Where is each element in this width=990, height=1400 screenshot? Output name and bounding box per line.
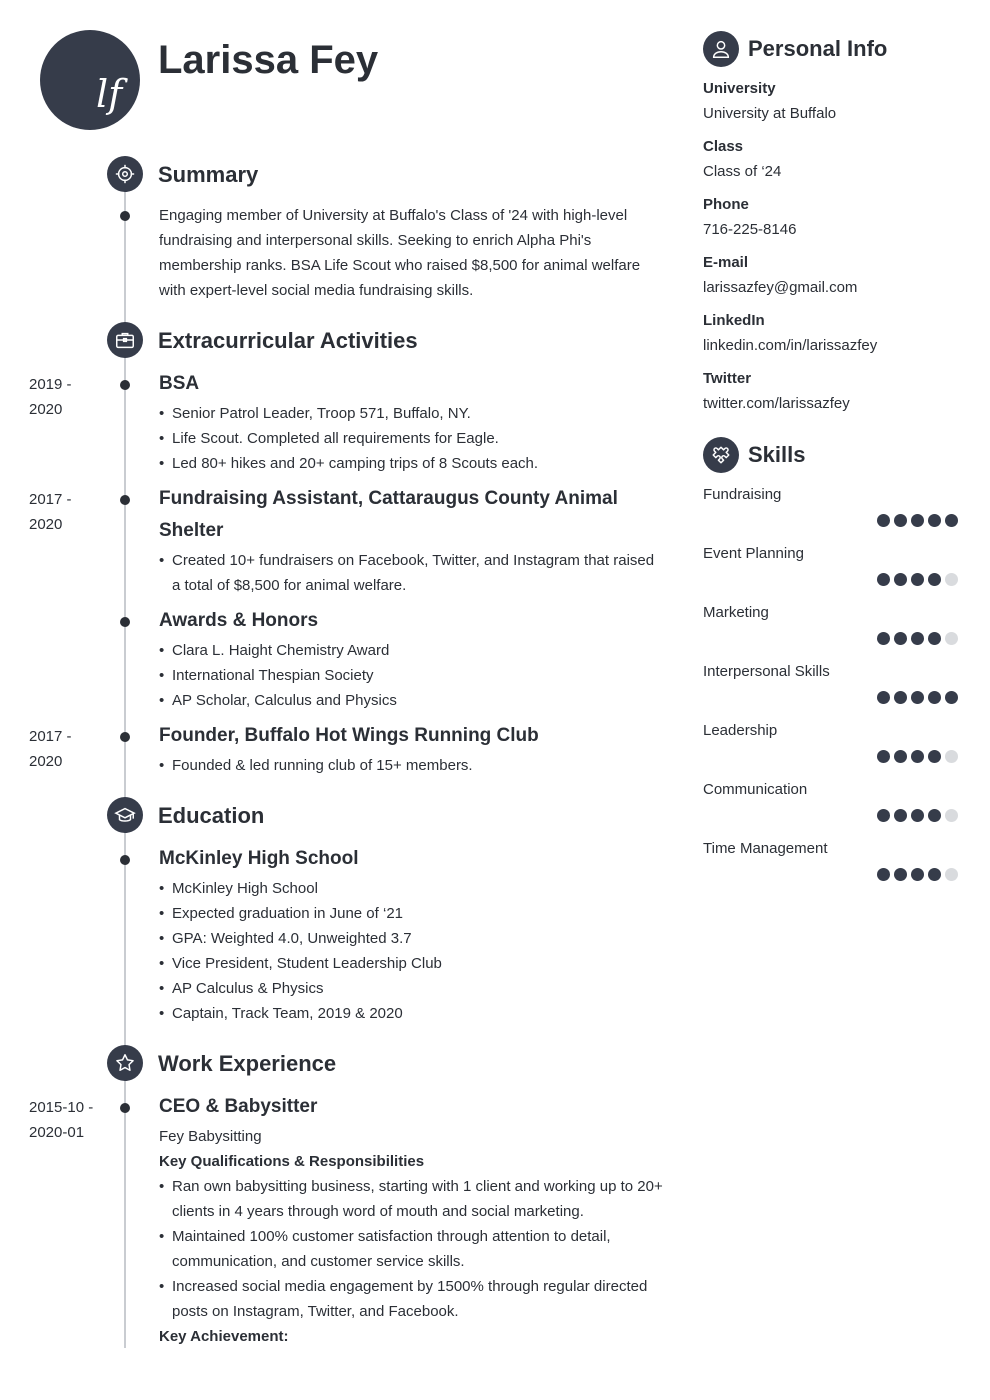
skill-rating xyxy=(877,573,958,586)
section-title-skills: Skills xyxy=(748,442,806,467)
skill-dot xyxy=(911,809,924,822)
graduation-cap-icon xyxy=(107,797,143,833)
skill-dot xyxy=(945,573,958,586)
info-label-university: University xyxy=(703,80,776,97)
summary-text: Engaging member of University at Buffalo's Class of '24 with high-level fundraising and interpersonal skills. Seeking to enrich Alpha Phi's membership ranks. BSA Life Scout who raised $8,500 for animal welfare with expert-level social media fundraising skills. xyxy=(159,207,641,299)
work-details xyxy=(159,1124,664,1349)
entry-title: Founder, Buffalo Hot Wings Running Club xyxy=(159,725,539,746)
list-item: • Founded & led running club of 15+ members. xyxy=(159,753,659,778)
date-end: 2020 xyxy=(29,753,63,770)
qualifications-heading: Key Qualifications & Responsibilities xyxy=(159,1153,425,1170)
info-label-class: Class xyxy=(703,138,744,155)
skill-dot xyxy=(945,868,958,881)
skill-rating xyxy=(877,809,958,822)
monogram-initials: lf xyxy=(96,72,123,116)
info-label-twitter: Twitter xyxy=(703,370,752,387)
skill-dot xyxy=(877,809,890,822)
list-item: • Created 10+ fundraisers on Facebook, Twitter, and Instagram that raised a total of $8,500 for animal welfare. xyxy=(159,548,659,598)
entry-bullets xyxy=(159,401,659,476)
date-start: 2019 - xyxy=(29,376,72,393)
skill-dot xyxy=(894,868,907,881)
skill-name: Communication xyxy=(703,781,808,798)
list-item: • Clara L. Haight Chemistry Award xyxy=(159,638,659,663)
skill-dot xyxy=(928,514,941,527)
list-item: • Captain, Track Team, 2019 & 2020 xyxy=(159,1001,659,1026)
skill-name: Leadership xyxy=(703,722,778,739)
info-value-linkedin: linkedin.com/in/larissazfey xyxy=(703,337,878,354)
skill-dot xyxy=(894,750,907,763)
company-name: Fey Babysitting xyxy=(159,1128,262,1145)
info-label-linkedin: LinkedIn xyxy=(703,312,765,329)
entry-bullets xyxy=(159,876,659,1026)
info-value-class: Class of ‘24 xyxy=(703,163,782,180)
avatar-monogram xyxy=(40,30,140,130)
skill-name: Event Planning xyxy=(703,545,804,562)
skill-dot xyxy=(911,691,924,704)
list-item: • Senior Patrol Leader, Troop 571, Buffalo, NY. xyxy=(159,401,659,426)
list-item: • AP Calculus & Physics xyxy=(159,976,659,1001)
skill-dot xyxy=(911,514,924,527)
skill-dot xyxy=(945,514,958,527)
skill-dot xyxy=(894,809,907,822)
section-title-personal-info: Personal Info xyxy=(748,36,888,61)
skill-dot xyxy=(877,750,890,763)
timeline-dot xyxy=(120,1103,130,1113)
entry-title: Awards & Honors xyxy=(159,610,319,631)
timeline-dot xyxy=(120,211,130,221)
skill-dot xyxy=(911,868,924,881)
skill-dot xyxy=(945,809,958,822)
list-item: • AP Scholar, Calculus and Physics xyxy=(159,688,659,713)
skill-dot xyxy=(911,632,924,645)
info-value-twitter: twitter.com/larissazfey xyxy=(703,395,850,412)
skill-dot xyxy=(894,691,907,704)
entry-bullets xyxy=(159,548,659,598)
skill-dot xyxy=(928,809,941,822)
list-item: • Led 80+ hikes and 20+ camping trips of 8 Scouts each. xyxy=(159,451,659,476)
skill-dot xyxy=(894,632,907,645)
section-title-summary: Summary xyxy=(158,162,259,187)
skill-dot xyxy=(928,750,941,763)
candidate-name: Larissa Fey xyxy=(158,38,379,82)
timeline-dot xyxy=(120,617,130,627)
skill-rating xyxy=(877,514,958,527)
skill-dot xyxy=(928,632,941,645)
list-item: • GPA: Weighted 4.0, Unweighted 3.7 xyxy=(159,926,659,951)
user-icon xyxy=(703,31,739,67)
section-title-work: Work Experience xyxy=(158,1051,337,1076)
skill-rating xyxy=(877,632,958,645)
section-title-education: Education xyxy=(158,803,265,828)
skill-dot xyxy=(877,632,890,645)
entry-date xyxy=(29,724,109,774)
date-start: 2015-10 - xyxy=(29,1099,94,1116)
entry-bullets xyxy=(159,638,659,713)
skill-name: Interpersonal Skills xyxy=(703,663,830,680)
skill-name: Fundraising xyxy=(703,486,782,503)
skill-rating xyxy=(877,691,958,704)
list-item: • Ran own babysitting business, starting with 1 client and working up to 20+ clients in 4 years through word of mouth and social marketing. xyxy=(159,1174,664,1224)
skill-dot xyxy=(945,750,958,763)
skill-dot xyxy=(911,750,924,763)
entry-title: CEO & Babysitter xyxy=(159,1096,318,1117)
entry-title: Fundraising Assistant, Cattaraugus County Animal Shelter xyxy=(159,488,618,541)
list-item: • Expected graduation in June of ‘21 xyxy=(159,901,659,926)
skill-dot xyxy=(877,691,890,704)
skill-dot xyxy=(911,573,924,586)
date-end: 2020-01 xyxy=(29,1124,85,1141)
date-end: 2020 xyxy=(29,516,63,533)
skill-rating xyxy=(877,868,958,881)
date-start: 2017 - xyxy=(29,728,72,745)
list-item: • Life Scout. Completed all requirements for Eagle. xyxy=(159,426,659,451)
skill-dot xyxy=(928,868,941,881)
timeline-dot xyxy=(120,380,130,390)
info-value-university: University at Buffalo xyxy=(703,105,837,122)
timeline-dot xyxy=(120,732,130,742)
list-item: • Maintained 100% customer satisfaction through attention to detail, communication, and customer service skills. xyxy=(159,1224,664,1274)
skill-dot xyxy=(894,573,907,586)
skill-name: Marketing xyxy=(703,604,769,621)
entry-bullets xyxy=(159,753,659,778)
list-item: • Vice President, Student Leadership Club xyxy=(159,951,659,976)
skill-rating xyxy=(877,750,958,763)
skill-name: Time Management xyxy=(703,840,828,857)
skill-dot xyxy=(945,632,958,645)
list-item: • McKinley High School xyxy=(159,876,659,901)
entry-date xyxy=(29,372,109,422)
skill-dot xyxy=(877,868,890,881)
puzzle-icon xyxy=(703,437,739,473)
skill-dot xyxy=(928,691,941,704)
target-icon xyxy=(107,156,143,192)
date-end: 2020 xyxy=(29,401,63,418)
briefcase-icon xyxy=(107,322,143,358)
skill-dot xyxy=(945,691,958,704)
skill-dot xyxy=(928,573,941,586)
info-label-phone: Phone xyxy=(703,196,749,213)
skill-dot xyxy=(877,573,890,586)
skill-dot xyxy=(877,514,890,527)
list-item: • Increased social media engagement by 1500% through regular directed posts on Instagram, Twitter, and Facebook. xyxy=(159,1274,664,1324)
section-title-extracurricular: Extracurricular Activities xyxy=(158,328,418,353)
timeline-dot xyxy=(120,495,130,505)
info-label-email: E-mail xyxy=(703,254,749,271)
achievement-heading: Key Achievement: xyxy=(159,1328,289,1345)
timeline-dot xyxy=(120,855,130,865)
entry-title: BSA xyxy=(159,373,200,394)
entry-date xyxy=(29,487,109,537)
entry-title: McKinley High School xyxy=(159,848,359,869)
info-value-phone: 716-225-8146 xyxy=(703,221,797,238)
info-value-email: larissazfey@gmail.com xyxy=(703,279,858,296)
list-item: • International Thespian Society xyxy=(159,663,659,688)
date-start: 2017 - xyxy=(29,491,72,508)
skill-dot xyxy=(894,514,907,527)
star-icon xyxy=(107,1045,143,1081)
entry-date xyxy=(29,1095,124,1145)
